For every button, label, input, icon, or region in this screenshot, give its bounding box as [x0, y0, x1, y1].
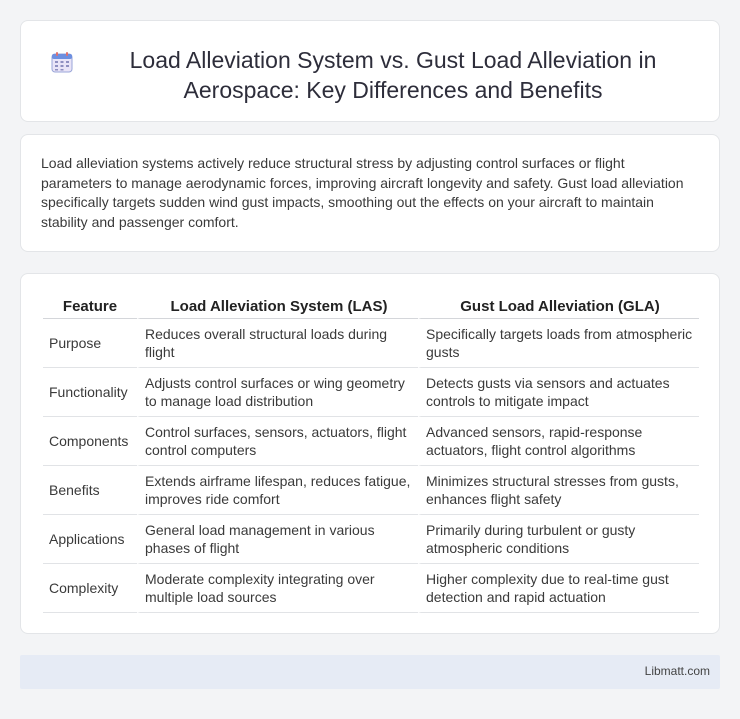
row-feature: Applications	[43, 515, 137, 564]
row-feature: Components	[43, 417, 137, 466]
row-feature: Benefits	[43, 466, 137, 515]
title-card	[20, 20, 720, 122]
row-gla-value: Detects gusts via sensors and actuates controls to mitigate impact	[418, 368, 699, 417]
intro-paragraph: Load alleviation systems actively reduce structural stress by adjusting control surfaces or flight parameters to manage aerodynamic forces, improving aircraft longevity and safety. Gust load alleviation specifically targets sudden wind gust impacts, smoothing out the effects on your aircraft to maintain stability and passenger comfort.	[41, 155, 684, 230]
row-las-value: General load management in various phases of flight	[137, 515, 418, 564]
table-row	[43, 319, 699, 368]
table-row	[43, 564, 699, 613]
row-feature: Functionality	[43, 368, 137, 417]
table-row	[43, 368, 699, 417]
comparison-table	[43, 293, 699, 613]
row-gla-value: Advanced sensors, rapid-response actuators, flight control algorithms	[418, 417, 699, 466]
row-gla-value: Primarily during turbulent or gusty atmospheric conditions	[418, 515, 699, 564]
row-las-value: Extends airframe lifespan, reduces fatigue, improves ride comfort	[137, 466, 418, 515]
row-gla-value: Minimizes structural stresses from gusts, enhances flight safety	[418, 466, 699, 515]
title-row	[21, 21, 719, 105]
table-row	[43, 515, 699, 564]
row-las-value: Moderate complexity integrating over multiple load sources	[137, 564, 418, 613]
table-row	[43, 466, 699, 515]
intro-card	[20, 134, 720, 252]
table-header-row	[43, 293, 699, 319]
row-las-value: Reduces overall structural loads during flight	[137, 319, 418, 368]
row-feature: Purpose	[43, 319, 137, 368]
header-gla: Gust Load Alleviation (GLA)	[418, 293, 699, 319]
row-feature: Complexity	[43, 564, 137, 613]
footer-brand-link[interactable]: Libmatt.com	[644, 664, 710, 678]
row-gla-value: Specifically targets loads from atmospheric gusts	[418, 319, 699, 368]
row-las-value: Adjusts control surfaces or wing geometry to manage load distribution	[137, 368, 418, 417]
calendar-icon	[51, 51, 73, 73]
page-title: Load Alleviation System vs. Gust Load Alleviation in Aerospace: Key Differences and Benefits	[129, 47, 657, 103]
table-row	[43, 417, 699, 466]
row-las-value: Control surfaces, sensors, actuators, flight control computers	[137, 417, 418, 466]
comparison-card	[20, 273, 720, 634]
row-gla-value: Higher complexity due to real-time gust detection and rapid actuation	[418, 564, 699, 613]
header-feature: Feature	[43, 293, 137, 319]
footer-bar	[20, 655, 720, 689]
header-las: Load Alleviation System (LAS)	[137, 293, 418, 319]
